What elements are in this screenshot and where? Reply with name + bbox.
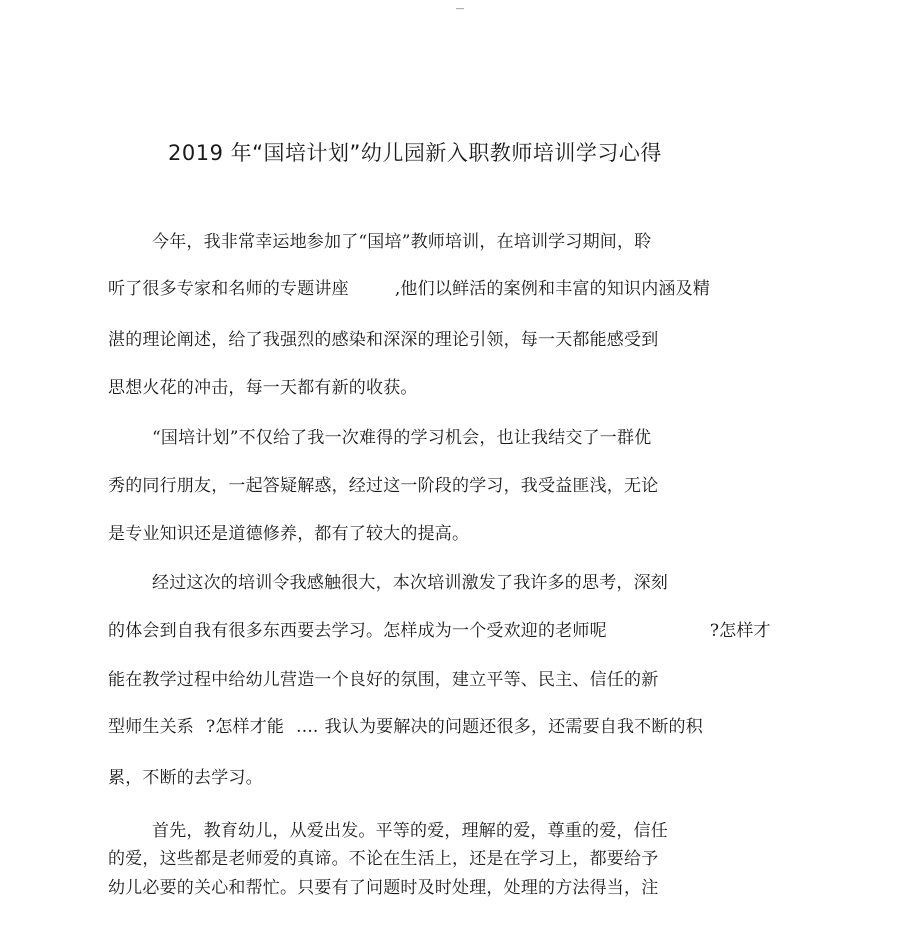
text-segment: 我认为要解决的问题还很多，还需要自我不断的积: [324, 717, 703, 737]
paragraph-1-line-3: 湛的理论阐述，给了我强烈的感染和深深的理论引领，每一天都能感受到: [108, 330, 659, 350]
paragraph-2-line-3: 是专业知识还是道德修养，都有了较大的提高。: [108, 524, 470, 544]
paragraph-3-line-4: [108, 715, 703, 739]
document-title: 2019 年“国培计划”幼儿园新入职教师培训学习心得: [168, 141, 662, 165]
paragraph-2-line-2: 秀的同行朋友，一起答疑解惑，经过这一阶段的学习，我受益匪浅，无论: [108, 476, 659, 496]
paragraph-4-line-3: 幼儿必要的关心和帮忙。只要有了问题时及时处理，处理的方法得当，注: [108, 878, 659, 898]
paragraph-3-line-2: [108, 619, 771, 643]
text-segment: 型师生关系: [108, 717, 194, 737]
paragraph-2-line-1: “国培计划”不仅给了我一次难得的学习机会，也让我结交了一群优: [152, 428, 652, 448]
paragraph-1-line-2: [108, 277, 710, 301]
text-segment: 的体会到自我有很多东西要去学习。怎样成为一个受欢迎的老师呢: [108, 621, 607, 641]
paragraph-4-line-2: 的爱，这些都是老师爱的真谛。不论在生活上，还是在学习上，都要给予: [108, 849, 659, 869]
paragraph-3-line-3: 能在教学过程中给幼儿营造一个良好的氛围，建立平等、民主、信任的新: [108, 670, 659, 690]
text-segment: ?怎样才能: [206, 717, 285, 737]
text-segment: ?怎样才: [709, 621, 771, 641]
header-mark: —: [455, 4, 465, 14]
paragraph-1-line-1: 今年，我非常幸运地参加了“国培”教师培训，在培训学习期间，聆: [152, 232, 652, 252]
paragraph-3-line-1: 经过这次的培训令我感触很大，本次培训激发了我许多的思考，深刻: [152, 573, 668, 593]
paragraph-4-line-1: 首先，教育幼儿，从爱出发。平等的爱，理解的爱，尊重的爱，信任: [152, 821, 668, 841]
paragraph-1-line-4: 思想火花的冲击，每一天都有新的收获。: [108, 378, 418, 398]
paragraph-3-line-5: 累，不断的去学习。: [108, 768, 263, 788]
text-segment: ....: [296, 717, 319, 737]
text-segment: ,他们以鲜活的案例和丰富的知识内涵及精: [394, 279, 711, 299]
text-segment: 听了很多专家和名师的专题讲座: [108, 279, 349, 299]
